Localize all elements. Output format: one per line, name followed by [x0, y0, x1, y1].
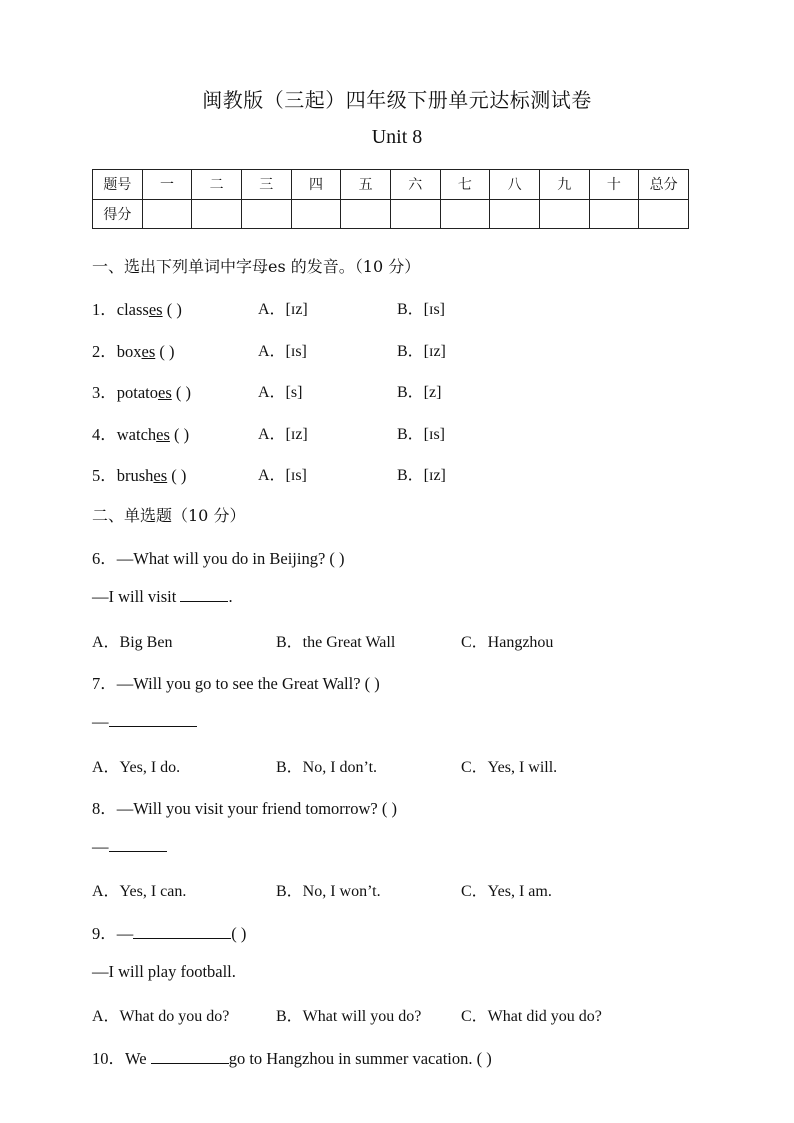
question-4	[92, 421, 189, 445]
option-a[interactable]: A．[ɪs]	[258, 343, 307, 360]
answer-bracket[interactable]: ( )	[169, 425, 190, 444]
answer-blank[interactable]	[109, 837, 167, 852]
option-c[interactable]: C．Yes, I will.	[461, 759, 558, 776]
question-9-answer: —I will play football.	[92, 962, 236, 981]
question-word: potato	[116, 383, 158, 402]
score-header-cell: 一	[142, 170, 192, 200]
option-a[interactable]: A．[s]	[258, 384, 303, 401]
answer-bracket[interactable]: ( )	[171, 383, 191, 402]
answer-blank[interactable]	[133, 924, 231, 939]
score-table	[92, 169, 689, 229]
section2-heading: 二、单选题（10 分）	[92, 506, 246, 525]
score-header-cell: 七	[440, 170, 490, 200]
option-b[interactable]: B．[ɪs]	[397, 426, 446, 443]
question-3	[92, 379, 191, 403]
option-c[interactable]: C．Hangzhou	[461, 634, 554, 651]
option-b[interactable]: B．No, I won’t.	[276, 883, 381, 900]
question-6-answer	[92, 587, 233, 607]
answer-blank[interactable]	[151, 1049, 229, 1064]
question-number: 4．	[92, 425, 117, 444]
score-cell[interactable]	[440, 199, 490, 229]
score-cell[interactable]	[639, 199, 689, 229]
answer-bracket[interactable]: ( )	[167, 466, 187, 485]
score-row-label: 得分	[93, 199, 143, 229]
score-cell[interactable]	[142, 199, 192, 229]
underlined-letters: es	[141, 342, 156, 361]
score-cell[interactable]	[490, 199, 540, 229]
question-6: 6．—What will you do in Beijing? ( )	[92, 549, 345, 568]
question-word: class	[116, 300, 149, 319]
score-cell[interactable]	[341, 199, 391, 229]
question-5	[92, 462, 186, 486]
option-a[interactable]: A．Big Ben	[92, 634, 173, 651]
option-b[interactable]: B．[ɪz]	[397, 467, 446, 484]
option-b[interactable]: B．[ɪz]	[397, 343, 446, 360]
underlined-letters: es	[158, 383, 172, 402]
option-a[interactable]: A．[ɪz]	[258, 301, 308, 318]
question-8: 8．—Will you visit your friend tomorrow? ( )	[92, 799, 397, 818]
answer-bracket[interactable]: ( )	[155, 342, 175, 361]
option-c[interactable]: C．Yes, I am.	[461, 883, 552, 900]
score-cell[interactable]	[192, 199, 242, 229]
question-10	[92, 1045, 492, 1069]
question-word: brush	[116, 466, 154, 485]
question-7: 7．—Will you go to see the Great Wall? ( )	[92, 674, 380, 693]
score-header-cell: 六	[390, 170, 440, 200]
option-c[interactable]: C．What did you do?	[461, 1008, 602, 1025]
question-7-answer	[92, 712, 197, 732]
score-header-cell: 十	[589, 170, 639, 200]
score-header-cell: 三	[241, 170, 291, 200]
underlined-letters: es	[156, 425, 170, 444]
answer-prefix: —I will visit	[92, 587, 181, 606]
question-9	[92, 920, 246, 944]
answer-bracket[interactable]: ( )	[231, 924, 247, 943]
question-number: 1．	[92, 300, 117, 319]
score-cell[interactable]	[539, 199, 589, 229]
score-header-cell: 二	[192, 170, 242, 200]
score-cell[interactable]	[390, 199, 440, 229]
score-cell[interactable]	[241, 199, 291, 229]
answer-bracket[interactable]: ( )	[162, 300, 182, 319]
question-2	[92, 338, 175, 362]
question-8-answer	[92, 837, 167, 857]
answer-blank[interactable]	[109, 712, 197, 727]
option-a[interactable]: A．What do you do?	[92, 1008, 230, 1025]
question-suffix: go to Hangzhou in summer vacation. ( )	[228, 1049, 492, 1068]
question-number: 2．	[92, 342, 117, 361]
option-b[interactable]: B．[ɪs]	[397, 301, 446, 318]
exam-title: 闽教版（三起）四年级下册单元达标测试卷	[202, 88, 592, 112]
answer-prefix: —	[92, 837, 109, 856]
underlined-letters: es	[153, 466, 168, 485]
option-b[interactable]: B．What will you do?	[276, 1008, 422, 1025]
answer-prefix: —	[92, 712, 109, 731]
option-b[interactable]: B．No, I don’t.	[276, 759, 378, 776]
score-table-score-row	[93, 199, 689, 229]
score-header-cell: 题号	[93, 170, 143, 200]
option-a[interactable]: A．Yes, I do.	[92, 759, 181, 776]
section1-heading: 一、选出下列单词中字母es 的发音。（10 分）	[92, 257, 421, 276]
question-number: 5．	[92, 466, 117, 485]
underlined-letters: es	[148, 300, 163, 319]
unit-title: Unit 8	[371, 126, 423, 148]
score-header-cell: 五	[341, 170, 391, 200]
score-cell[interactable]	[589, 199, 639, 229]
score-header-cell: 九	[539, 170, 589, 200]
question-1	[92, 296, 182, 320]
score-cell[interactable]	[291, 199, 341, 229]
option-a[interactable]: A．Yes, I can.	[92, 883, 187, 900]
question-number: 3．	[92, 383, 117, 402]
question-prefix: 10．We	[92, 1049, 151, 1068]
score-header-cell: 总分	[639, 170, 689, 200]
option-b[interactable]: B．[z]	[397, 384, 442, 401]
score-table-header-row	[93, 170, 689, 200]
option-a[interactable]: A．[ɪz]	[258, 426, 308, 443]
question-prefix: 9．—	[92, 924, 134, 943]
answer-blank[interactable]	[180, 587, 228, 602]
option-a[interactable]: A．[ɪs]	[258, 467, 307, 484]
score-header-cell: 八	[490, 170, 540, 200]
question-word: watch	[116, 425, 157, 444]
score-header-cell: 四	[291, 170, 341, 200]
answer-suffix: .	[228, 587, 233, 606]
question-word: box	[116, 342, 142, 361]
option-b[interactable]: B．the Great Wall	[276, 634, 396, 651]
